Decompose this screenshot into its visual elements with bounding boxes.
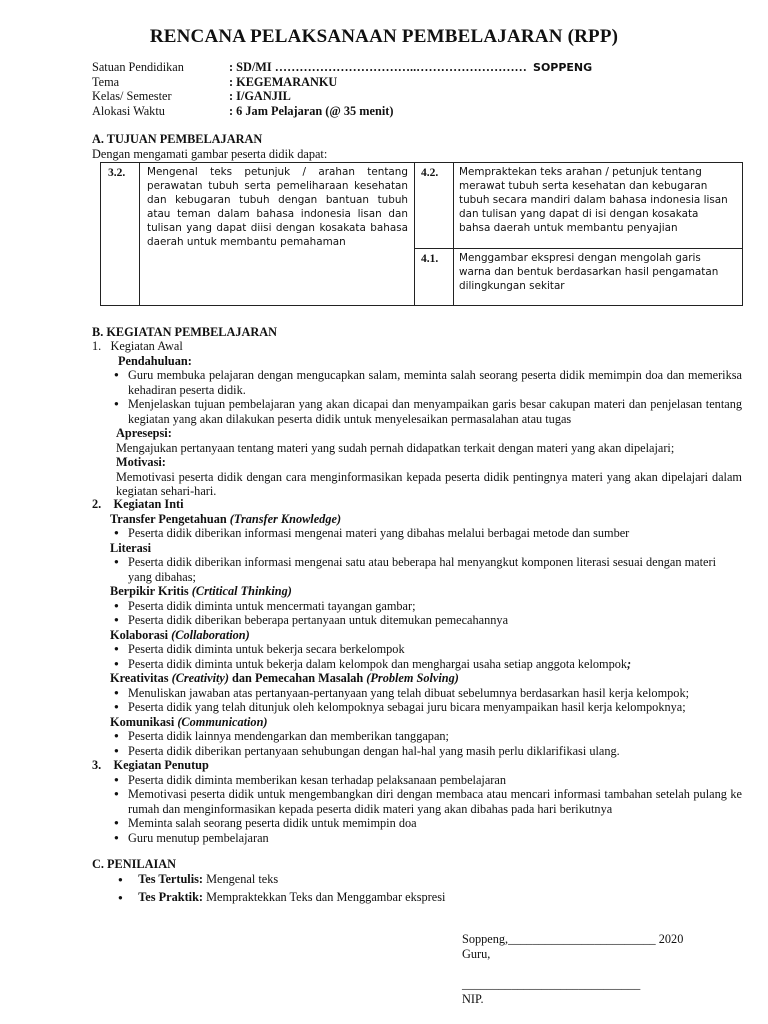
kelas-value: : I/GANJIL (229, 89, 291, 103)
kelas-label: Kelas/ Semester (92, 89, 172, 103)
kreat-en2: (Problem Solving) (366, 671, 459, 685)
penilaian-item-praktik (118, 890, 445, 905)
apersepsi-text: Mengajukan pertanyaan tentang materi yang sudah pernah didapatkan terkait dengan materi yang akan dipelajari; (116, 440, 675, 455)
table-divider (415, 248, 742, 249)
identity-row-kelas (92, 89, 732, 104)
kolab-2-text: Peserta didik diminta untuk bekerja dalam kelompok dan menghargai usaha setiap anggota kelompok (128, 656, 628, 671)
list-item (92, 657, 742, 672)
pendahuluan-label: Pendahuluan: (118, 353, 192, 368)
satuan-place: SOPPENG (533, 61, 593, 74)
alokasi-value: : 6 Jam Pelajaran (@ 35 menit) (229, 103, 394, 118)
bullet-icon: ● (118, 875, 123, 884)
signature-name-line: _____________________________ (462, 977, 641, 991)
tertulis-label: Tes Tertulis: (138, 872, 204, 886)
list-item: ● Menjelaskan tujuan pembelajaran yang akan dicapai dan menyampaikan garis besar cakupan materi dan penjelasan tentang kegiatan yang akan dilakukan peserta didik untuk menyelesaikan permasalahan atau tugas (92, 397, 742, 426)
alokasi-label: Alokasi Waktu (92, 103, 165, 118)
list-item: ● Peserta didik diminta untuk bekerja secara berkelompok (92, 642, 742, 657)
satuan-value: : SD/MI ……………………………..……………………… (229, 60, 527, 74)
motivasi-text: Memotivasi peserta didik dengan cara menginformasikan kepada peserta didik pentingnya materi yang akan dipelajari dalam kegiatan sehari-hari. (116, 469, 742, 498)
kreat-and: dan Pemecahan Masalah (232, 671, 364, 685)
signature-role: Guru, (462, 946, 491, 961)
kd-right1-text: Mempraktekan teks arahan / petunjuk tentang merawat tubuh serta kesehatan dan kebugaran tubuh secara mandiri dalam bahasa indonesia lisan dan tulisan yang dapat di isi dengan kosakata bahsa daerah untuk membantu penyajian (459, 166, 728, 234)
table-divider (414, 163, 415, 305)
kd-left-text: Mengenal teks petunjuk / arahan tentang perawatan tubuh serta pemeliharaan kesehatan dan kebugaran tubuh dengan bantuan tubuh atau teman dalam bahasa indonesia lisan dan tulisan yang dapat diisi dengan kosakata bahasa daerah untuk membantu pemahaman (147, 166, 408, 248)
tema-label: Tema (92, 74, 120, 89)
kreat-en: (Creativity) (171, 671, 229, 685)
praktik-value: Mempraktekkan Teks dan Menggambar ekspresi (206, 890, 446, 904)
section-c-heading: C. PENILAIAN (92, 857, 177, 871)
list-item: ● Peserta didik diminta untuk mencermati tayangan gambar; (92, 599, 742, 614)
apersepsi-label: Apresepsi: (116, 426, 172, 440)
identity-block (92, 60, 732, 118)
document-title: RENCANA PELAKSANAAN PEMBELAJARAN (RPP) (149, 26, 619, 47)
tema-value: : KEGEMARANKU (229, 74, 338, 89)
kd-right2-number: 4.1. (421, 253, 439, 265)
table-divider (139, 163, 140, 305)
satuan-label: Satuan Pendidikan (92, 60, 184, 74)
bullet-icon: ● (118, 893, 123, 902)
list-item: ● Peserta didik yang telah ditunjuk oleh kelompoknya sebagai juru bicara menyampaikan hasil kerja kelompoknya; (92, 700, 742, 715)
inti-number: 2. (92, 497, 102, 511)
list-item: ● Guru membuka pelajaran dengan mengucapkan salam, meminta salah seorang peserta didik memimpin doa dan memeriksa kehadiran peserta didik. (92, 368, 742, 397)
list-item: ● Meminta salah seorang peserta didik untuk memimpin doa (92, 816, 742, 831)
transfer-en: (Transfer Knowledge) (229, 511, 342, 526)
kd-table (100, 162, 743, 306)
list-item: ● Peserta didik diberikan pertanyaan sehubungan dengan hal-hal yang masih perlu diklarifikasi ulang. (92, 744, 742, 759)
kreat-title: Kreativitas (110, 671, 169, 685)
literasi-title: Literasi (110, 540, 151, 555)
tujuan-intro: Dengan mengamati gambar peserta didik dapat: (92, 147, 328, 161)
kritis-en: (Crtitical Thinking) (191, 584, 292, 598)
kolab-title: Kolaborasi (110, 627, 169, 642)
kd-right2-text: Menggambar ekspresi dengan mengolah garis warna dan bentuk berdasarkan hasil pengamatan dilingkungan sekitar (459, 252, 719, 292)
identity-row-tema (92, 75, 732, 90)
table-divider (453, 163, 454, 305)
list-item: ● Menuliskan jawaban atas pertanyaan-pertanyaan yang telah dibuat sebelumnya berdasarkan hasil kerja kelompok; (92, 686, 742, 701)
list-item: ● Peserta didik diberikan informasi mengenai materi yang dibahas melalui berbagai metode dan sumber (92, 526, 742, 541)
transfer-title: Transfer Pengetahuan (110, 511, 227, 526)
signature-block (462, 932, 722, 1006)
kegiatan-awal-block (92, 339, 742, 499)
penutup-title: Kegiatan Penutup (113, 758, 209, 772)
kegiatan-awal-title: 1. Kegiatan Awal (92, 339, 183, 353)
identity-row-alokasi (92, 104, 732, 119)
praktik-label: Tes Praktik: (138, 890, 204, 904)
kolab-en: (Collaboration) (171, 627, 250, 642)
kegiatan-inti-block (92, 497, 742, 845)
list-item: ● Peserta didik diberikan informasi mengenai satu atau beberapa hal menyangkut komponen literasi sesuai dengan materi yang dibahas; (92, 555, 742, 584)
inti-title: Kegiatan Inti (113, 497, 184, 511)
section-b-heading: B. KEGIATAN PEMBELAJARAN (92, 325, 278, 339)
list-item: ● Guru menutup pembelajaran (92, 831, 742, 846)
signature-nip: NIP. (462, 991, 484, 1006)
kolab-2-end: ; (627, 656, 632, 671)
list-item: ● Peserta didik diberikan beberapa pertanyaan untuk ditemukan pemecahannya (92, 613, 742, 628)
list-item: ● Memotivasi peserta didik untuk mengembangkan diri dengan membaca atau mencari informasi tambahan setelah pulang ke rumah dan menginformasikan kepada peserta didik materi yang akan dibahas pada hari berikutnya (92, 787, 742, 816)
komun-en: (Communication) (177, 714, 268, 729)
section-a-heading: A. TUJUAN PEMBELAJARAN (92, 132, 263, 146)
tertulis-value: Mengenal teks (206, 872, 279, 886)
komun-title: Komunikasi (110, 714, 175, 729)
signature-place-date: Soppeng,________________________ 2020 (462, 932, 684, 946)
identity-row-satuan (92, 60, 732, 75)
kd-left-number: 3.2. (108, 167, 126, 179)
list-item: ● Peserta didik diminta memberikan kesan terhadap pelaksanaan pembelajaran (92, 773, 742, 788)
list-item: ● Peserta didik lainnya mendengarkan dan memberikan tanggapan; (92, 729, 742, 744)
kd-right1-number: 4.2. (421, 167, 439, 179)
penilaian-item-tertulis (118, 872, 278, 887)
kritis-title: Berpikir Kritis (110, 584, 189, 598)
penutup-number: 3. (92, 758, 102, 772)
motivasi-label: Motivasi: (116, 455, 166, 469)
